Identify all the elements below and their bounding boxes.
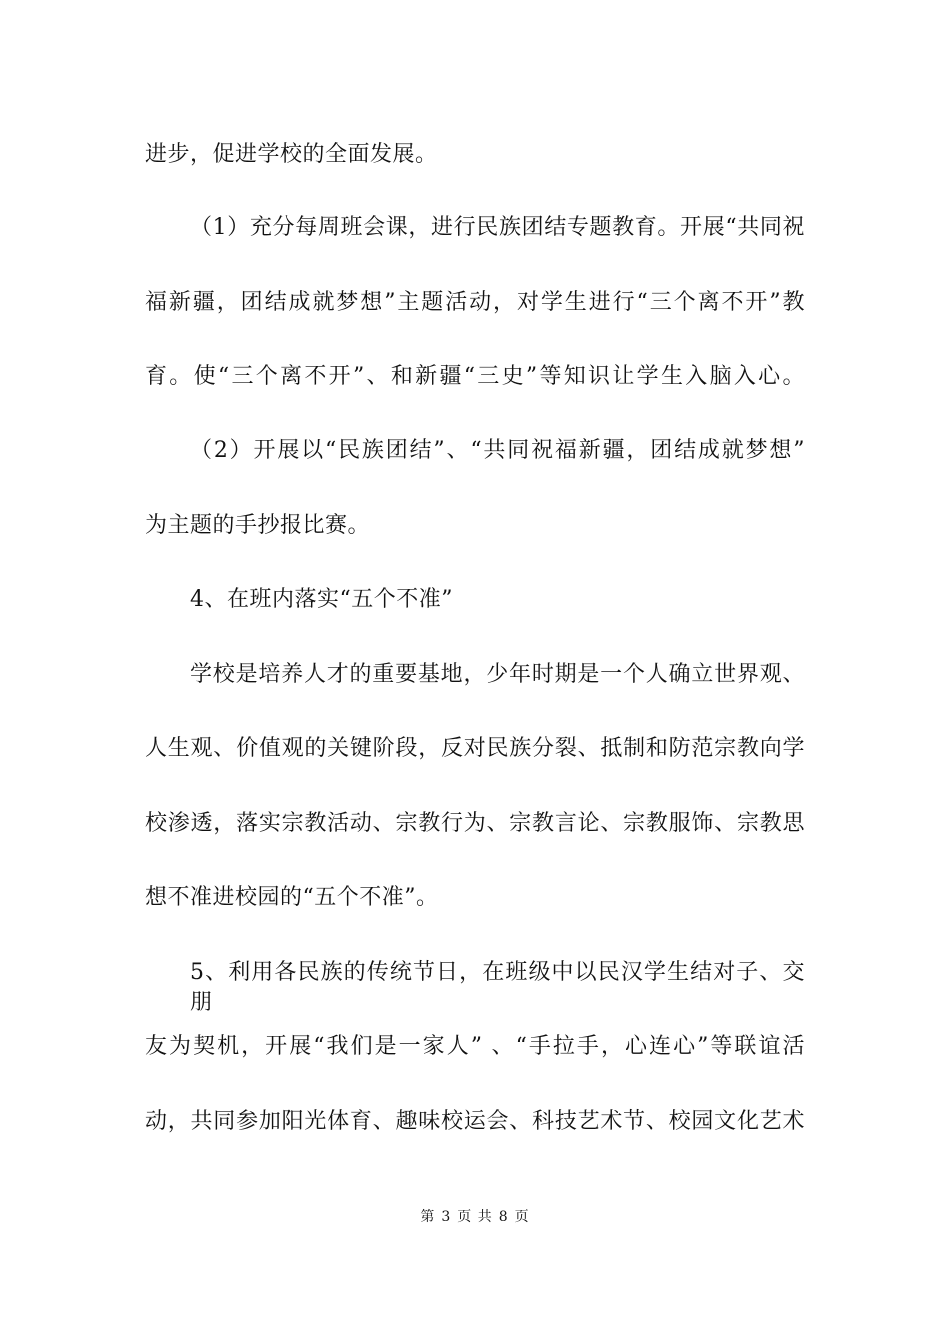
text-line: 友为契机，开展“我们是一家人” 、“手拉手，心连心”等联谊活 [145,1034,805,1059]
text-line: 进步，促进学校的全面发展。 [145,142,438,167]
total-pages-number: 8 [498,1209,509,1225]
footer-suffix: 页 [514,1209,530,1225]
text-line: 动，共同参加阳光体育、趣味校运会、科技艺术节、校园文化艺术 [145,1109,805,1134]
page-footer [0,1207,950,1227]
text-line: 校渗透，落实宗教活动、宗教行为、宗教言论、宗教服饰、宗教思 [145,811,805,836]
text-line: 福新疆，团结成就梦想”主题活动，对学生进行“三个离不开”教 [145,290,805,315]
text-line: 人生观、价值观的关键阶段，反对民族分裂、抵制和防范宗教向学 [145,736,805,761]
text-line: （2）开展以“民族团结”、“共同祝福新疆，团结成就梦想” [190,438,805,463]
section-heading: 4、在班内落实“五个不准” [190,587,453,612]
footer-prefix: 第 [420,1209,436,1225]
text-line: 5、利用各民族的传统节日，在班级中以民汉学生结对子、交朋 [190,960,805,1015]
text-line: （1）充分每周班会课，进行民族团结专题教育。开展“共同祝 [190,215,805,240]
text-line: 学校是培养人才的重要基地，少年时期是一个人确立世界观、 [190,662,805,687]
current-page-number: 3 [441,1209,452,1225]
footer-middle: 页 共 [457,1209,493,1225]
text-line: 想不准进校园的“五个不准”。 [145,885,439,910]
text-line: 育。使“三个离不开”、和新疆“三史”等知识让学生入脑入心。 [145,364,805,389]
text-line: 为主题的手抄报比赛。 [145,513,371,538]
